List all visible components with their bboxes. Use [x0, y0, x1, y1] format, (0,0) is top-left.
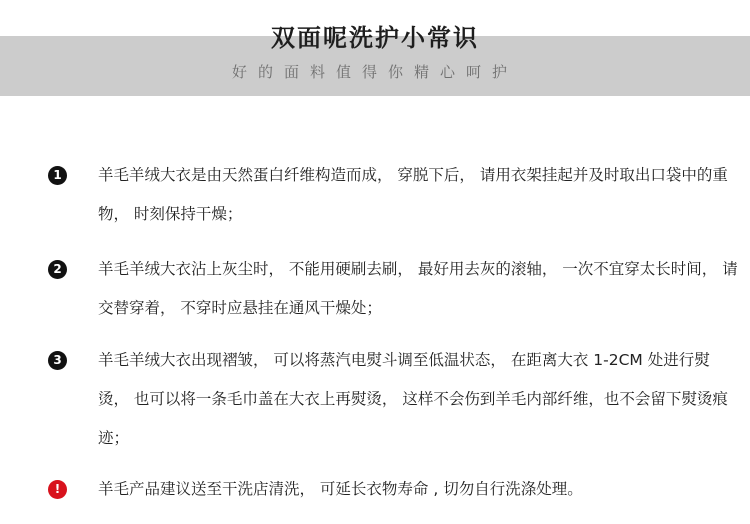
page-subtitle: 好的面料值得你精心呵护: [231, 63, 518, 81]
warning-icon: !: [48, 480, 67, 499]
number-1-badge: 1: [48, 166, 67, 185]
care-tip-text: 羊毛羊绒大衣出现褶皱， 可以将蒸汽电熨斗调至低温状态， 在距离大衣 1-2CM 处进行熨烫， 也可以将一条毛巾盖在大衣上再熨烫， 这样不会伤到羊毛内部纤维，也不会留下熨烫痕迹；: [98, 351, 728, 447]
care-tip-text: 羊毛羊绒大衣沾上灰尘时， 不能用硬刷去刷， 最好用去灰的滚轴， 一次不宜穿太长时间， 请交替穿着， 不穿时应悬挂在通风干燥处；: [98, 260, 738, 317]
number-3-badge: 3: [48, 351, 67, 370]
page-title: 双面呢洗护小常识: [271, 24, 479, 52]
number-2-badge: 2: [48, 260, 67, 279]
care-tip-text: 羊毛产品建议送至干洗店清洗， 可延长衣物寿命 , 切勿自行洗涤处理。: [98, 480, 583, 498]
care-tip-text: 羊毛羊绒大衣是由天然蛋白纤维构造而成， 穿脱下后， 请用衣架挂起并及时取出口袋中的重物， 时刻保持干燥；: [98, 166, 728, 223]
